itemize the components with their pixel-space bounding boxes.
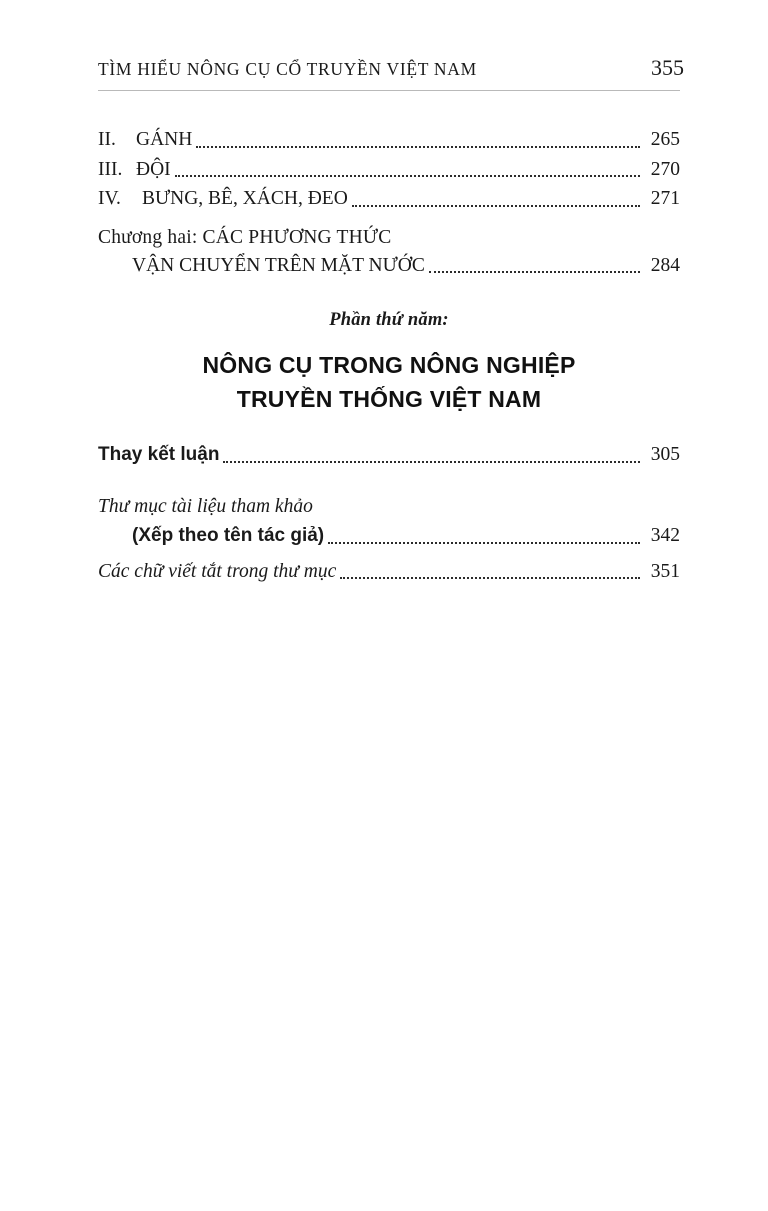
toc-entry-page: 265	[650, 129, 680, 150]
toc-leader-dots	[340, 577, 640, 579]
toc-entry-page: 351	[650, 560, 680, 582]
toc-entry-number: IV.	[98, 188, 121, 210]
toc-tail	[98, 440, 680, 586]
toc-entry-abbreviations	[98, 557, 680, 587]
table-of-contents	[98, 125, 680, 280]
toc-entry-label: GÁNH	[136, 129, 193, 150]
toc-entry-number: II.	[98, 129, 116, 150]
toc-entry-conclusion	[98, 440, 680, 470]
toc-entry	[98, 125, 680, 155]
toc-entry-page: 342	[650, 524, 680, 546]
part-heading	[98, 310, 680, 416]
toc-entry	[98, 155, 680, 185]
part-title	[98, 349, 680, 416]
toc-entry-page: 270	[650, 158, 680, 180]
toc-leader-dots	[328, 542, 640, 544]
toc-chapter-line-2: VẬN CHUYỂN TRÊN MẶT NƯỚC	[132, 255, 425, 277]
toc-entry-label: BƯNG, BÊ, XÁCH, ĐEO	[142, 188, 348, 210]
toc-chapter-line-1: Chương hai: CÁC PHƯƠNG THỨC	[98, 226, 392, 248]
page-number: 355	[651, 55, 684, 80]
toc-entry-page: 271	[650, 188, 680, 210]
part-title-line-1: NÔNG CỤ TRONG NÔNG NGHIỆP	[202, 352, 576, 379]
running-head-title: TÌM HIỂU NÔNG CỤ CỔ TRUYỀN VIỆT NAM	[98, 59, 477, 79]
toc-entry-label: ĐỘI	[136, 158, 171, 180]
part-kicker: Phần thứ năm:	[329, 310, 449, 331]
toc-leader-dots	[223, 461, 640, 463]
toc-leader-dots	[429, 271, 640, 273]
toc-chapter-page: 284	[650, 255, 680, 277]
toc-bibliography-line-1: Thư mục tài liệu tham khảo	[98, 495, 313, 517]
toc-entry	[98, 184, 680, 214]
toc-leader-dots	[175, 175, 640, 177]
toc-entry-label: Các chữ viết tắt trong thư mục	[98, 560, 337, 582]
toc-entry-label: Thay kết luận	[98, 443, 220, 465]
part-title-line-2: TRUYỀN THỐNG VIỆT NAM	[236, 385, 542, 412]
toc-entry-page: 305	[650, 444, 680, 466]
toc-entry-label: (Xếp theo tên tác giả)	[132, 524, 325, 546]
toc-leader-dots	[352, 205, 640, 207]
toc-chapter-heading	[98, 223, 680, 252]
running-head	[98, 55, 684, 91]
toc-entry-bibliography	[98, 521, 680, 551]
toc-leader-dots	[196, 146, 640, 148]
toc-entry-number: III.	[98, 158, 123, 180]
toc-chapter-entry	[98, 252, 680, 280]
